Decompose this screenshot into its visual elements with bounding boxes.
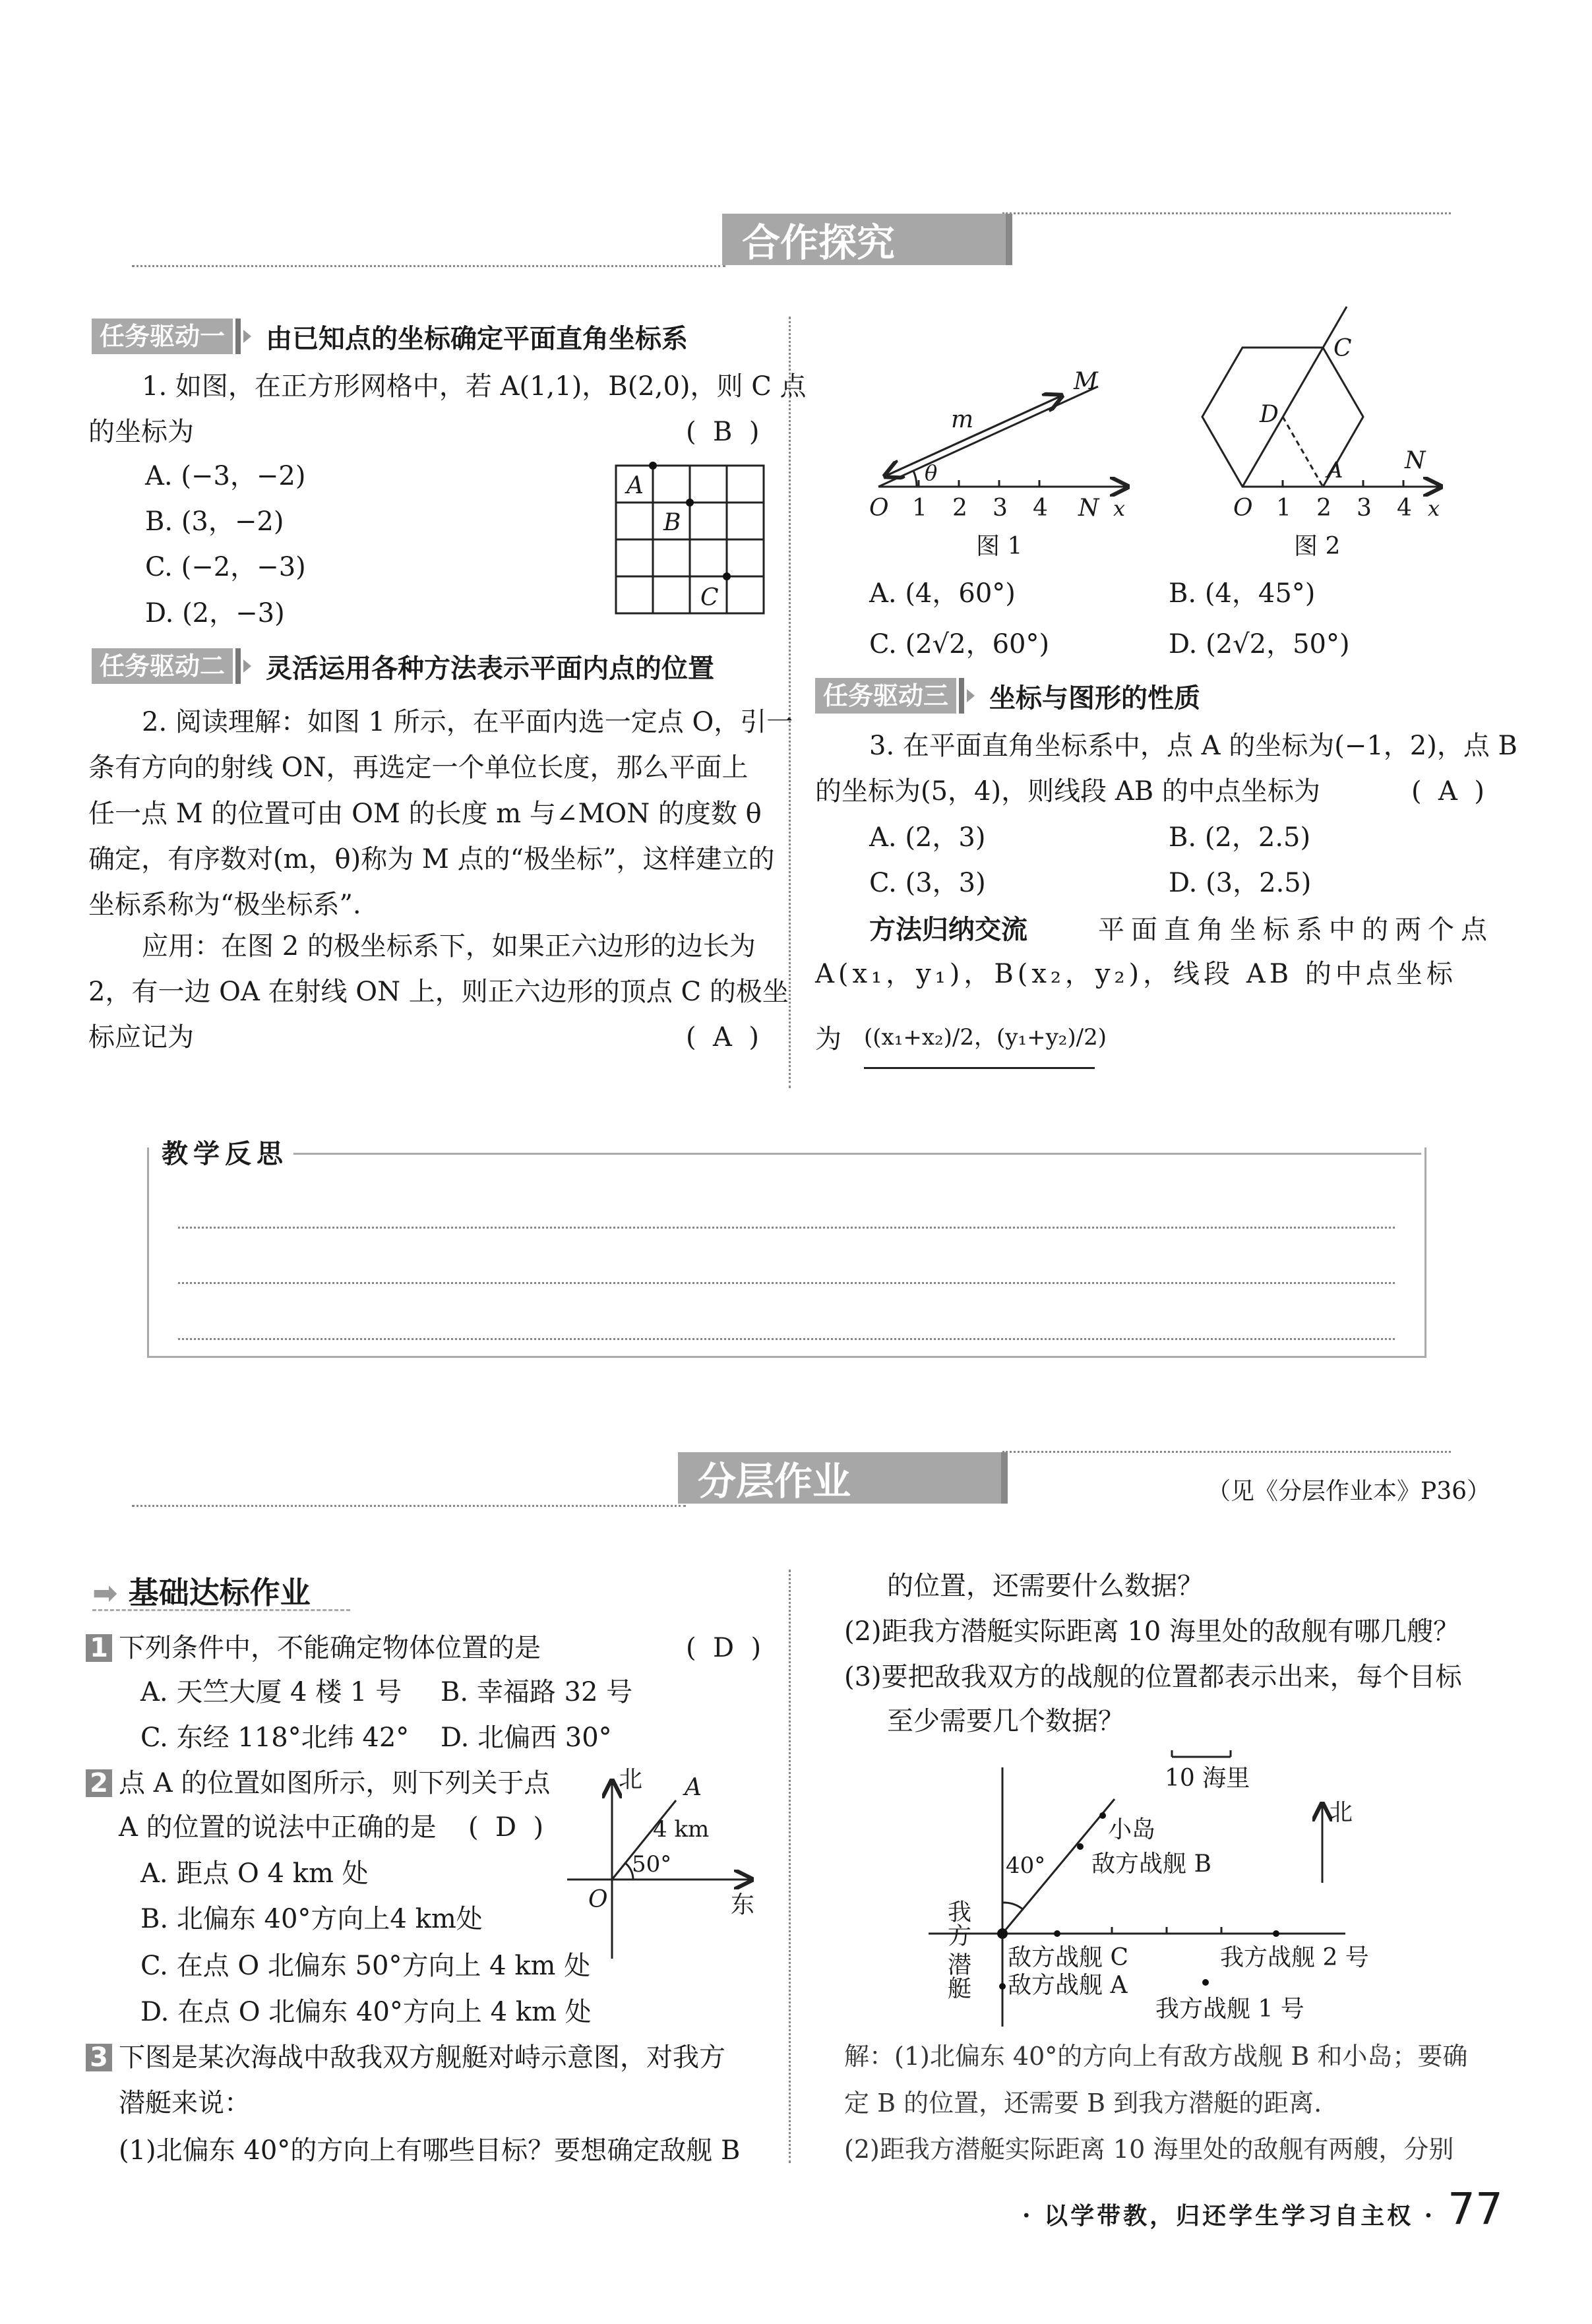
option: B. (3，−2) — [145, 506, 284, 537]
answer: ( A ) — [686, 1022, 759, 1053]
svg-text:B: B — [663, 509, 681, 536]
option: D. (2，−3) — [145, 598, 285, 628]
task-title: 灵活运用各种方法表示平面内点的位置 — [266, 653, 715, 684]
grid-figure — [613, 462, 772, 620]
q1-line — [86, 1632, 541, 1665]
arrow-icon — [243, 659, 251, 673]
svg-text:x: x — [1428, 496, 1440, 521]
svg-text:敌方战舰 C: 敌方战舰 C — [1008, 1944, 1128, 1971]
question-text: 1. 如图，在正方形网格中，若 A(1,1)，B(2,0)，则 C 点 — [142, 371, 807, 402]
answer: ( D ) — [468, 1812, 544, 1843]
answer: ( A ) — [1411, 776, 1485, 807]
question-number: 2 — [86, 1769, 112, 1797]
svg-text:小岛: 小岛 — [1108, 1816, 1156, 1843]
method-title: 方法归纳交流 — [869, 914, 1027, 945]
section-banner-homework: 分层作业 — [678, 1452, 1008, 1504]
divider — [1002, 212, 1451, 214]
option: A. (2，3) — [869, 822, 986, 853]
question-number: 3 — [86, 2044, 112, 2071]
answer: ( D ) — [686, 1633, 762, 1663]
question-text: 应用：在图 2 的极坐标系下，如果正六边形的边长为 — [142, 931, 756, 962]
task-label: 任务驱动二 — [92, 648, 233, 684]
task1-header — [92, 319, 688, 354]
task2-header — [92, 648, 714, 684]
divider — [132, 1505, 686, 1507]
svg-text:4: 4 — [1397, 495, 1412, 522]
svg-text:1: 1 — [1276, 495, 1291, 522]
ship2-point — [1273, 1930, 1279, 1937]
svg-text:O: O — [1233, 495, 1253, 522]
island-point — [1099, 1812, 1106, 1819]
svg-text:θ: θ — [925, 460, 938, 485]
arrow-icon — [243, 330, 251, 343]
task3-header — [815, 678, 1200, 714]
point-b — [686, 499, 694, 506]
svg-text:m: m — [951, 406, 974, 433]
svg-text:A: A — [685, 1774, 702, 1801]
question-text: A 的位置的说法中正确的是 — [119, 1812, 437, 1843]
option: A. 天竺大厦 4 楼 1 号 — [140, 1677, 402, 1707]
enemy-c-point — [1054, 1930, 1060, 1937]
reflection-box — [147, 1147, 1426, 1358]
svg-text:M: M — [1074, 368, 1098, 395]
svg-text:北: 北 — [619, 1766, 643, 1793]
sub-question: (3)要把敌我双方的战舰的位置都表示出来，每个目标 — [844, 1662, 1462, 1692]
svg-text:A: A — [1327, 457, 1343, 483]
method-text: A(x₁，y₁)，B(x₂，y₂)，线段 AB 的中点坐标 — [815, 959, 1457, 989]
option: D. 北偏西 30° — [441, 1723, 612, 1753]
option: A. (−3，−2) — [145, 461, 306, 491]
svg-text:我方: 我方 — [944, 1899, 971, 1947]
ship1-point — [1202, 1979, 1209, 1986]
option: D. (3，2.5) — [1169, 868, 1312, 898]
svg-text:敌方战舰 A: 敌方战舰 A — [1008, 1972, 1128, 1999]
method-text: 平面直角坐标系中的两个点 — [1098, 915, 1494, 945]
point-c — [723, 572, 731, 580]
solution-text: 解：(1)北偏东 40°的方向上有敌方战舰 B 和小岛；要确 — [844, 2042, 1468, 2071]
question-text: 任一点 M 的位置可由 OM 的长度 m 与∠MON 的度数 θ — [88, 799, 762, 829]
task-title: 由已知点的坐标确定平面直角坐标系 — [266, 323, 689, 354]
svg-text:O: O — [869, 495, 889, 522]
sub-question: (1)北偏东 40°的方向上有哪些目标？要想确定敌舰 B — [119, 2135, 741, 2166]
arrow-icon — [967, 689, 975, 702]
section-banner-cooperation: 合作探究 — [722, 214, 1012, 265]
option: B. (4，45°) — [1169, 578, 1316, 609]
writing-line[interactable] — [178, 1227, 1395, 1229]
question-text: 确定，有序数对(m，θ)称为 M 点的“极坐标”，这样建立的 — [88, 844, 775, 874]
svg-text:我方战舰 2 号: 我方战舰 2 号 — [1220, 1944, 1369, 1971]
column-divider — [789, 1570, 791, 2163]
homework-title — [92, 1576, 350, 1611]
reflection-title: 教学反思 — [162, 1138, 295, 1171]
svg-text:D: D — [1260, 401, 1279, 428]
method-text: 为 — [815, 1024, 842, 1055]
sub-question: 的位置，还需要什么数据？ — [887, 1571, 1204, 1601]
option: C. (3，3) — [869, 868, 986, 898]
svg-text:N: N — [1078, 495, 1099, 522]
svg-text:我方战舰 1 号: 我方战舰 1 号 — [1155, 1996, 1304, 2023]
option: C. 在点 O 北偏东 50°方向上 4 km 处 — [140, 1951, 591, 1981]
naval-diagram — [857, 1748, 1451, 2038]
homework-title-text: 基础达标作业 — [128, 1575, 311, 1610]
question-text: 的坐标为(5，4)，则线段 AB 的中点坐标为 — [815, 776, 1320, 807]
writing-line[interactable] — [178, 1282, 1395, 1284]
writing-line[interactable] — [178, 1338, 1395, 1340]
solution-text: (2)距我方潜艇实际距离 10 海里处的敌舰有两艘，分别 — [844, 2135, 1454, 2164]
task-label: 任务驱动三 — [815, 678, 956, 714]
question-text: 2，有一边 OA 在射线 ON 上，则正六边形的顶点 C 的极坐 — [88, 977, 789, 1007]
svg-text:2: 2 — [952, 495, 967, 522]
option: C. (2√2，60°) — [869, 629, 1050, 659]
question-text: 下图是某次海战中敌我双方舰艇对峙示意图，对我方 — [119, 2042, 725, 2073]
option: B. 北偏东 40°方向上4 km处 — [140, 1904, 483, 1934]
svg-text:A: A — [627, 472, 644, 499]
svg-text:3: 3 — [993, 495, 1008, 522]
question-text: 3. 在平面直角坐标系中，点 A 的坐标为(−1，2)，点 B — [869, 731, 1517, 761]
svg-text:1: 1 — [912, 495, 927, 522]
svg-text:N: N — [1405, 447, 1426, 474]
question-number: 1 — [86, 1634, 112, 1662]
question-text: 标应记为 — [88, 1022, 194, 1053]
question-text: 2. 阅读理解：如图 1 所示，在平面内选一定点 O，引一 — [142, 707, 793, 737]
direction-figure — [567, 1754, 765, 1972]
svg-text:敌方战舰 B: 敌方战舰 B — [1091, 1850, 1211, 1878]
q3-line — [86, 2041, 725, 2074]
svg-text:图 2: 图 2 — [1294, 533, 1341, 560]
page-number: 77 — [1448, 2184, 1503, 2234]
svg-text:C: C — [700, 584, 719, 611]
sub-question: 至少需要几个数据？ — [887, 1706, 1124, 1736]
column-divider — [789, 317, 791, 1088]
svg-text:x: x — [1113, 496, 1126, 521]
divider — [293, 1153, 1421, 1155]
arrow-icon: ➡ — [92, 1575, 129, 1610]
option: D. 在点 O 北偏东 40°方向上 4 km 处 — [140, 1997, 592, 2027]
solution-text: 定 B 的位置，还需要 B 到我方潜艇的距离. — [844, 2089, 1322, 2118]
svg-text:10 海里: 10 海里 — [1165, 1765, 1250, 1792]
enemy-a-point — [999, 1983, 1006, 1990]
answer: ( B ) — [686, 417, 760, 447]
svg-text:潜艇: 潜艇 — [944, 1952, 971, 2000]
option: B. (2，2.5) — [1169, 822, 1311, 853]
homework-reference: （见《分层作业本》P36） — [1207, 1478, 1491, 1505]
question-text: 下列条件中，不能确定物体位置的是 — [119, 1633, 541, 1663]
polar-figures — [811, 303, 1497, 574]
midpoint-answer: ((x₁+x₂)/2，(y₁+y₂)/2) — [864, 1021, 1095, 1069]
option: A. (4，60°) — [869, 578, 1016, 609]
svg-text:4: 4 — [1033, 495, 1048, 522]
question-text: 点 A 的位置如图所示，则下列关于点 — [119, 1768, 551, 1798]
footer-slogan: · 以学带教，归还学生学习自主权 · — [1022, 2202, 1436, 2230]
task-label: 任务驱动一 — [92, 319, 233, 354]
option: D. (2√2，50°) — [1169, 629, 1350, 659]
enemy-b-point — [1077, 1843, 1084, 1850]
svg-text:4 km: 4 km — [653, 1816, 710, 1843]
option: C. (−2，−3) — [145, 552, 306, 582]
divider — [132, 265, 725, 267]
svg-text:50°: 50° — [632, 1851, 672, 1878]
svg-text:图 1: 图 1 — [976, 533, 1023, 560]
svg-text:北: 北 — [1329, 1799, 1353, 1826]
option: A. 距点 O 4 km 处 — [140, 1858, 369, 1889]
svg-text:40°: 40° — [1006, 1852, 1046, 1879]
question-text: 的坐标为 — [88, 417, 194, 447]
option: C. 东经 118°北纬 42° — [140, 1723, 410, 1753]
svg-text:东: 东 — [731, 1891, 755, 1918]
svg-text:3: 3 — [1357, 495, 1372, 522]
task-title: 坐标与图形的性质 — [989, 683, 1201, 714]
sub-question: (2)距我方潜艇实际距离 10 海里处的敌舰有哪几艘？ — [844, 1616, 1459, 1647]
figure-1 — [878, 386, 1128, 487]
q2-line — [86, 1767, 550, 1800]
svg-text:C: C — [1333, 335, 1352, 362]
question-text: 条有方向的射线 ON，再选定一个单位长度，那么平面上 — [88, 752, 749, 783]
question-text: 潜艇来说： — [119, 2088, 251, 2118]
svg-text:O: O — [588, 1886, 608, 1913]
point-a — [649, 462, 657, 470]
submarine-point — [997, 1928, 1008, 1939]
svg-text:2: 2 — [1316, 495, 1332, 522]
option: B. 幸福路 32 号 — [441, 1677, 633, 1707]
divider — [1002, 1451, 1451, 1453]
question-text: 坐标系称为“极坐标系”. — [88, 890, 361, 920]
